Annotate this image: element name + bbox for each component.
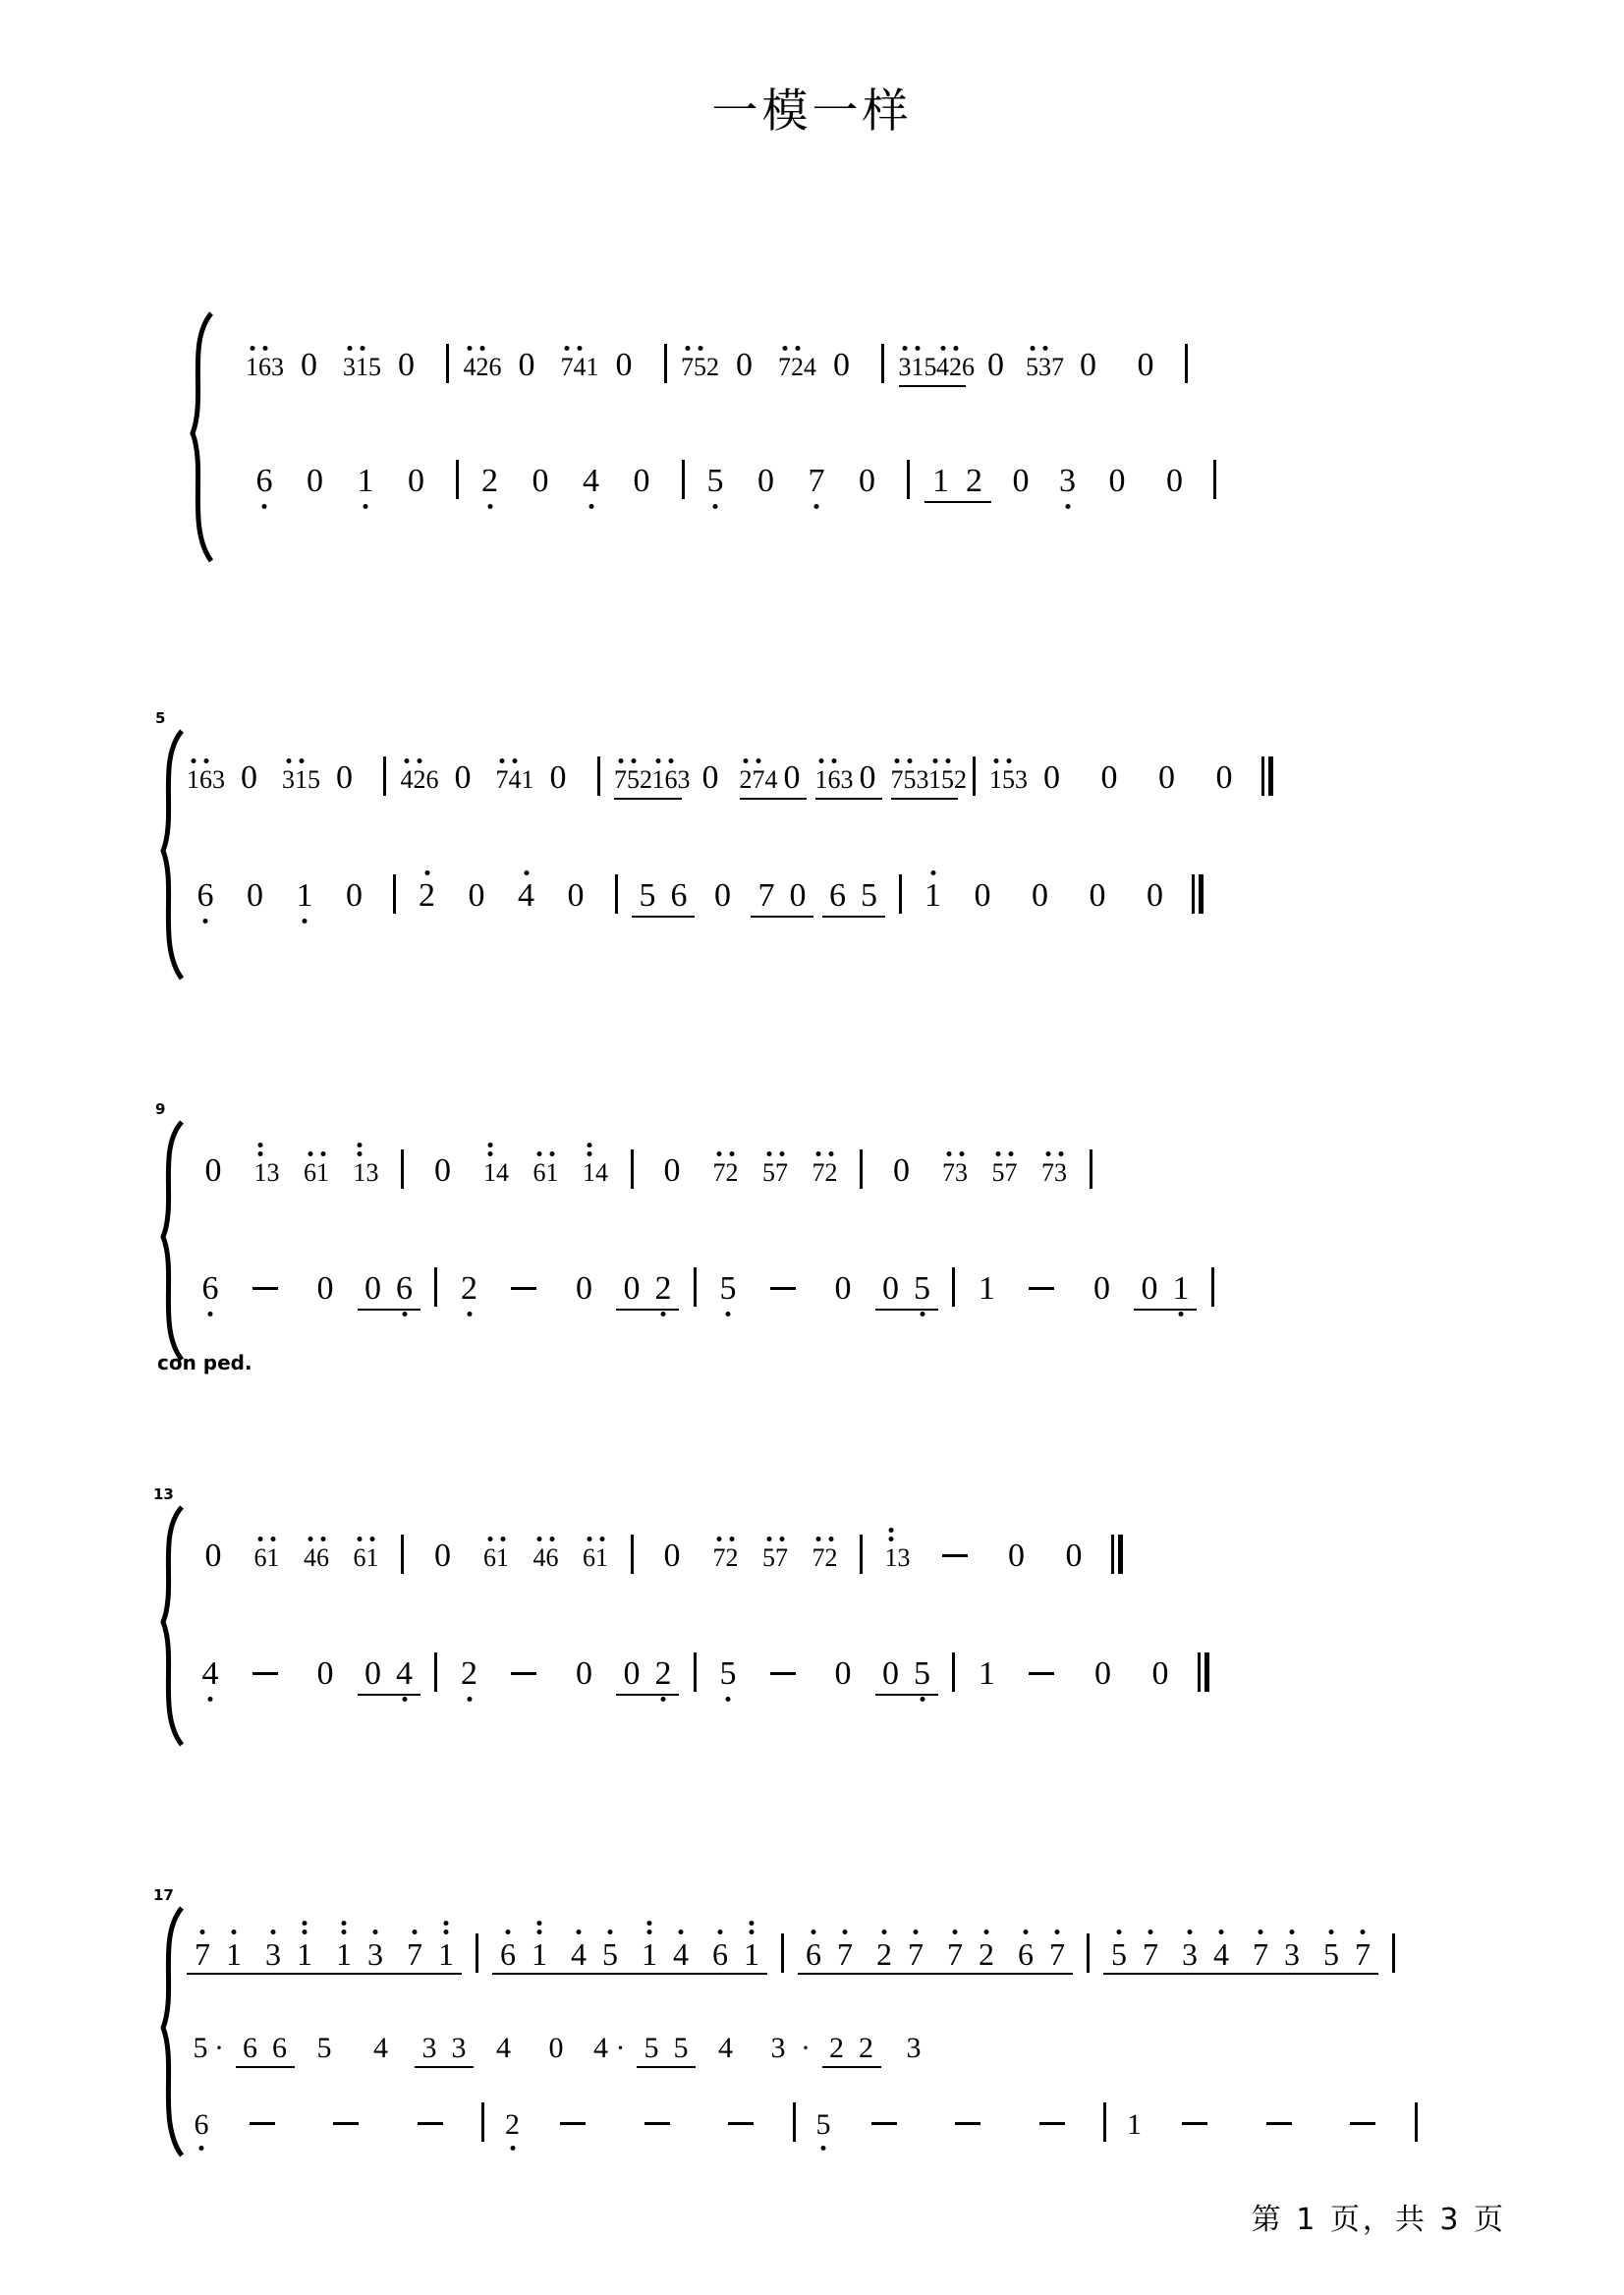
system-3-left-hand: 6 0 0 6 2 0 0 2 5 0 0 5 1 0 0 1 <box>193 1267 1220 1311</box>
system-1-right-hand: 163 0 315 0 426 0 741 0 752 0 724 0 315 426 0 537 0 0 <box>246 344 1194 387</box>
measure-number-9: 9 <box>155 1100 166 1118</box>
system-4-left-hand: 4 0 0 4 2 0 0 2 5 0 0 5 1 0 0 <box>193 1652 1213 1696</box>
system-2-left-hand: 6 0 1 0 2 0 4 0 5 6 0 7 0 6 5 1 0 0 0 0 <box>189 874 1207 918</box>
page-title: 一模一样 <box>711 84 913 139</box>
measure-number-5: 5 <box>155 709 166 727</box>
grand-staff-brace <box>138 1118 196 1369</box>
system-2-right-hand: 163 0 315 0 426 0 741 0 752 163 0 274 0 163 0 753 152 153 0 0 0 0 <box>187 756 1277 800</box>
system-4-right-hand: 0 61 46 61 0 61 46 61 0 72 57 72 13 0 0 <box>189 1535 1127 1574</box>
grand-staff-brace <box>167 309 226 570</box>
system-5-left-hand-upper: 5 · 6 6 5 4 3 3 4 0 4 · 5 5 4 3 · 2 2 3 <box>187 2034 939 2068</box>
system-3-right-hand: 0 13 61 13 0 14 61 14 0 72 57 72 0 73 57 73 <box>189 1149 1098 1189</box>
system-5-left-hand-lower: 6 2 5 1 <box>187 2102 1424 2142</box>
system-1-left-hand: 6 0 1 0 2 0 4 0 5 0 7 0 1 2 0 3 0 0 <box>248 460 1222 503</box>
measure-number-13: 13 <box>153 1485 174 1503</box>
measure-number-17: 17 <box>153 1886 174 1904</box>
pedal-marking: con ped. <box>157 1351 252 1374</box>
grand-staff-brace <box>138 1503 196 1754</box>
page-footer: 第 1 页，共 3 页 <box>1251 2203 1506 2237</box>
system-5-right-hand: 7 1 3 1 1 3 7 1 6 1 4 5 1 4 6 1 6 7 2 7 7 2 6 7 5 7 3 4 7 3 5 7 <box>187 1933 1401 1975</box>
